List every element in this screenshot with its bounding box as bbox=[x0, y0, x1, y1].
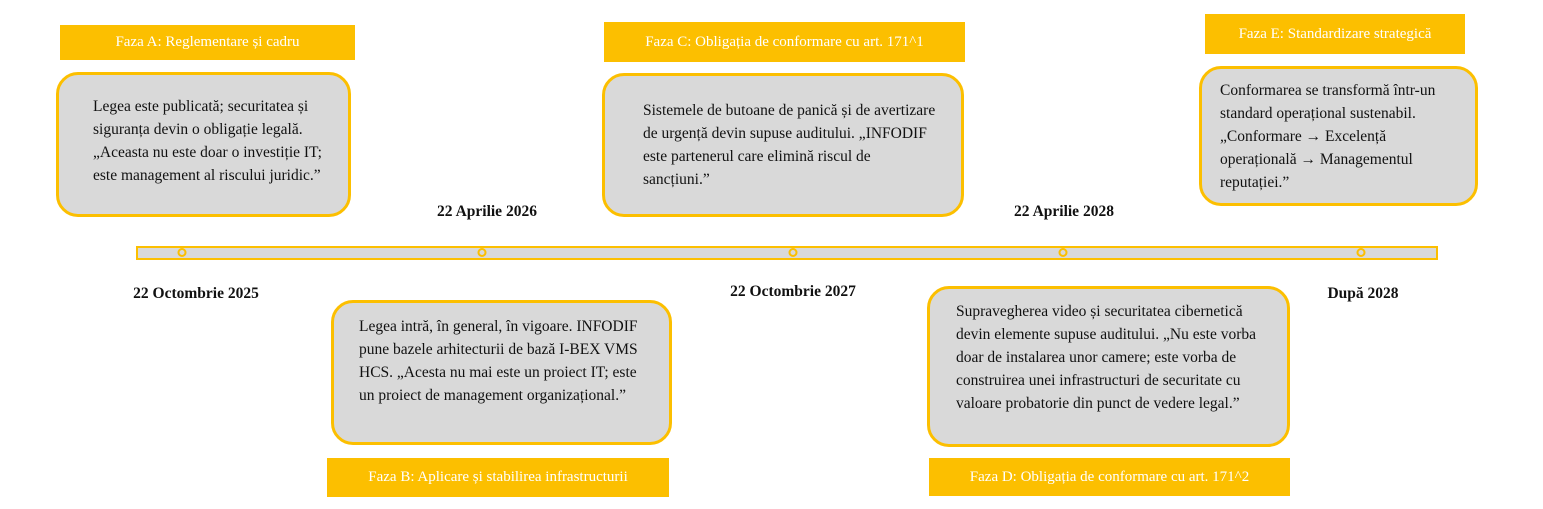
date-label-apr-2026: 22 Aprilie 2026 bbox=[437, 203, 537, 220]
phase-d-text: Supravegherea video și securitatea cibernetică devin elemente supuse auditului. „Nu este vorba doar de instalarea unor camere; este vorba de construirea unei infrastructuri de securitate cu valoare probatorie din punct de vedere legal.” bbox=[956, 303, 1257, 412]
phase-d-label: Faza D: Obligația de conformare cu art. 171^2 bbox=[929, 458, 1290, 496]
phase-c-label: Faza C: Obligația de conformare cu art. 171^1 bbox=[604, 22, 965, 62]
date-label-apr-2028: 22 Aprilie 2028 bbox=[1014, 203, 1114, 220]
date-label-oct-2025: 22 Octombrie 2025 bbox=[133, 285, 259, 302]
phase-a-card bbox=[56, 72, 351, 217]
phase-b-card bbox=[331, 300, 672, 445]
timeline-bar bbox=[136, 246, 1438, 260]
timeline-marker-2 bbox=[478, 248, 487, 257]
date-label-oct-2027: 22 Octombrie 2027 bbox=[730, 283, 856, 300]
phase-e-text: Conformarea se transformă într-un standard operațional sustenabil. „Conformare → Excelență operațională → Managementul reputației.” bbox=[1220, 82, 1436, 191]
date-label-after-2028: După 2028 bbox=[1327, 285, 1399, 302]
phase-c-text: Sistemele de butoane de panică și de avertizare de urgență devin supuse auditului. „INFODIF este partenerul care elimină riscul de sancțiuni.” bbox=[643, 102, 936, 188]
phase-c-card bbox=[602, 73, 964, 217]
phase-b-label: Faza B: Aplicare și stabilirea infrastructurii bbox=[327, 458, 669, 497]
phase-e-label: Faza E: Standardizare strategică bbox=[1205, 14, 1465, 54]
phase-b-text: Legea intră, în general, în vigoare. INFODIF pune bazele arhitecturii de bază I-BEX VMS HCS. „Acesta nu mai este un proiect IT; este un proiect de management organizațional.” bbox=[359, 318, 638, 404]
phase-d-card bbox=[927, 286, 1290, 447]
phase-a-label: Faza A: Reglementare și cadru bbox=[60, 25, 355, 60]
timeline-marker-1 bbox=[178, 248, 187, 257]
phase-a-text: Legea este publicată; securitatea și siguranța devin o obligație legală. „Aceasta nu este doar o investiție IT; este management al riscului juridic.” bbox=[93, 98, 322, 184]
timeline-marker-3 bbox=[789, 248, 798, 257]
timeline-marker-5 bbox=[1357, 248, 1366, 257]
phase-e-card bbox=[1199, 66, 1478, 206]
timeline-marker-4 bbox=[1059, 248, 1068, 257]
